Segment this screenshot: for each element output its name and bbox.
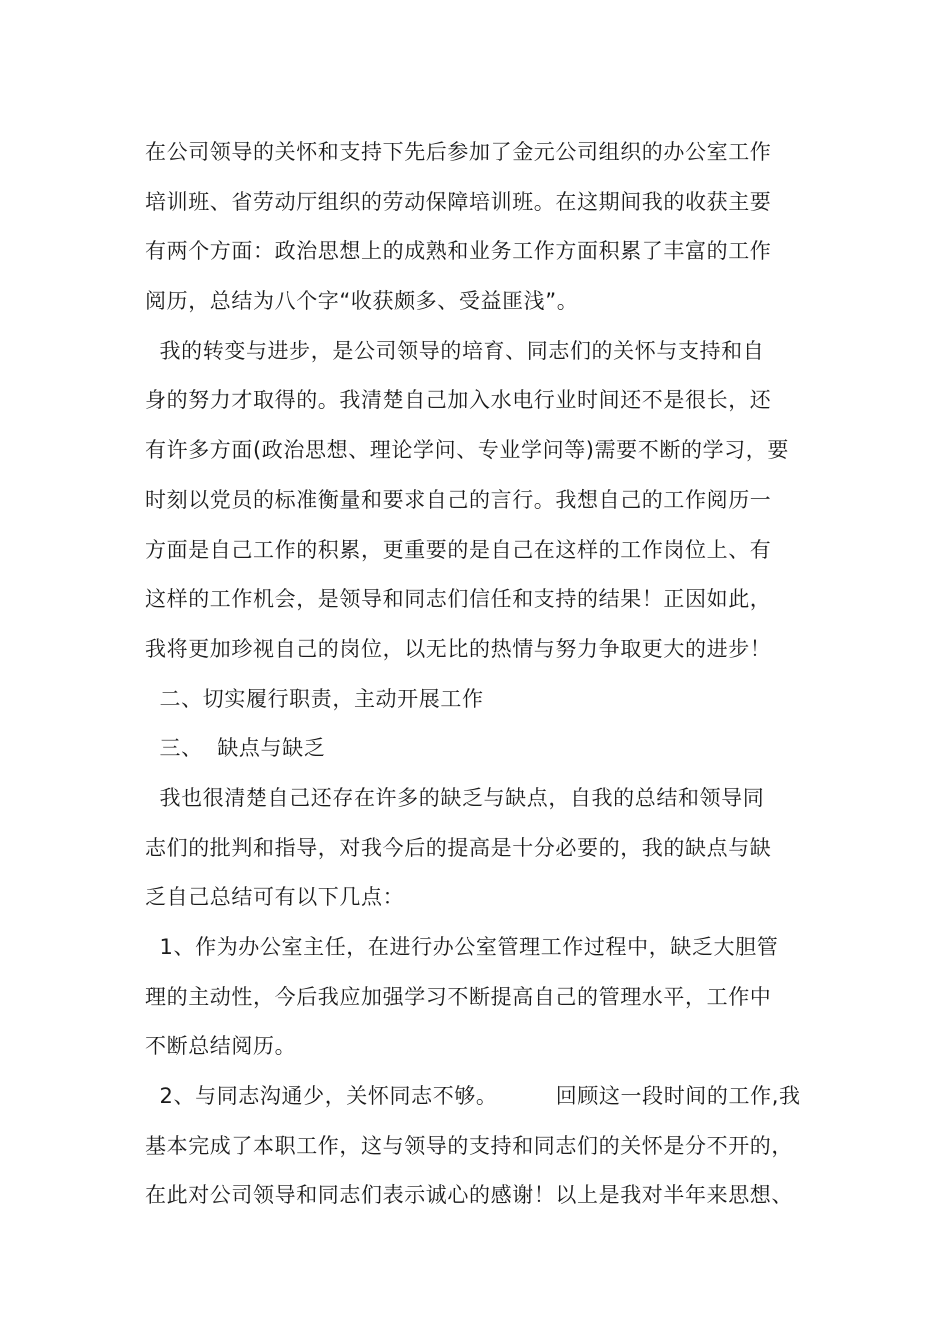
- text-line: 在此对公司领导和同志们表示诚心的感谢！以上是我对半年来思想、: [145, 1183, 793, 1208]
- text-line: 阅历，总结为八个字“收获颇多、受益匪浅”。: [145, 289, 579, 314]
- text-line: 有许多方面(政治思想、理论学问、专业学问等)需要不断的学习，要: [145, 438, 789, 463]
- text-line: 这样的工作机会，是领导和同志们信任和支持的结果！正因如此，: [145, 587, 772, 612]
- text-line: 志们的批判和指导，对我今后的提高是十分必要的，我的缺点与缺: [145, 835, 772, 860]
- text-line: 在公司领导的关怀和支持下先后参加了金元公司组织的办公室工作: [145, 140, 772, 164]
- text-line: 身的努力才取得的。我清楚自己加入水电行业时间还不是很长，还: [145, 388, 772, 413]
- section-heading: 三、 缺点与缺乏: [145, 736, 326, 761]
- text-line: 不断总结阅历。: [145, 1034, 297, 1059]
- text-line: 有两个方面：政治思想上的成熟和业务工作方面积累了丰富的工作: [145, 239, 772, 264]
- text-line: 培训班、省劳动厅组织的劳动保障培训班。在这期间我的收获主要: [145, 189, 772, 214]
- list-item: 1、作为办公室主任，在进行办公室管理工作过程中，缺乏大胆管: [145, 935, 779, 959]
- text-line: 基本完成了本职工作，这与领导的支持和同志们的关怀是分不开的，: [145, 1133, 793, 1158]
- section-heading: 二、切实履行职责，主动开展工作: [145, 686, 484, 711]
- text-line: 时刻以党员的标准衡量和要求自己的言行。我想自己的工作阅历一: [145, 487, 772, 512]
- text-line: 我也很清楚自己还存在许多的缺乏与缺点，自我的总结和领导同: [145, 785, 765, 810]
- text-line: 乏自己总结可有以下几点：: [145, 885, 405, 910]
- text-line: 理的主动性，今后我应加强学习不断提高自己的管理水平，工作中: [145, 984, 772, 1009]
- list-item: 2、与同志沟通少，关怀同志不够。 回顾这一段时间的工作,我: [145, 1084, 801, 1109]
- text-line: 方面是自己工作的积累，更重要的是自己在这样的工作岗位上、有: [145, 537, 772, 562]
- text-line: 我的转变与进步，是公司领导的培育、同志们的关怀与支持和自: [145, 338, 765, 363]
- document-body: [145, 128, 835, 1221]
- text-line: 我将更加珍视自己的岗位，以无比的热情与努力争取更大的进步！: [145, 636, 772, 661]
